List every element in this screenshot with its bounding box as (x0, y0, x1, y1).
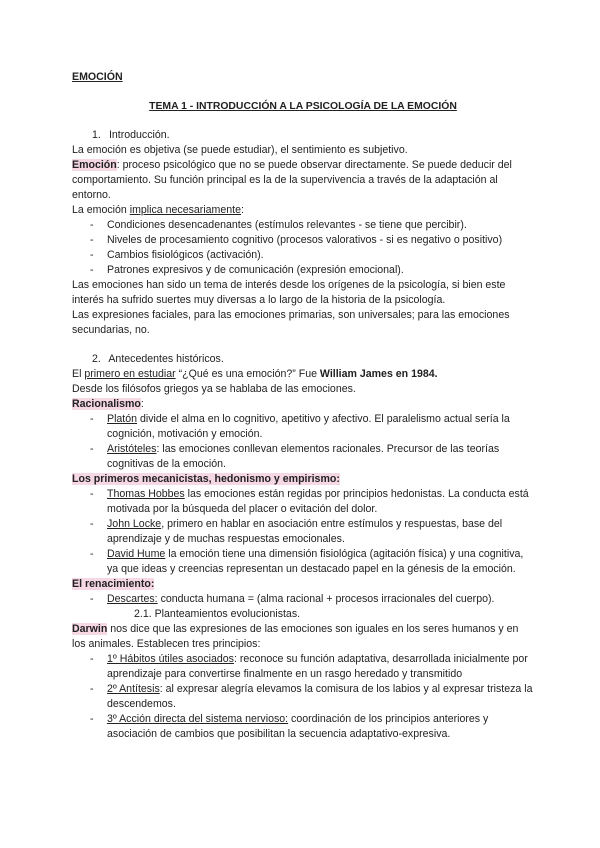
document-page (72, 70, 534, 742)
list-item (72, 652, 534, 682)
definition-paragraph (72, 158, 534, 203)
principle-text: : al expresar alegría elevamos la comisura de los labios y al expresar tristeza la descendemos. (107, 683, 533, 710)
tema-title: TEMA 1 - INTRODUCCIÓN A LA PSICOLOGÍA DE LA EMOCIÓN (149, 101, 457, 112)
darwin-paragraph (72, 622, 534, 652)
document-title: EMOCIÓN (72, 71, 123, 83)
q-middle: “¿Qué es una emoción?” Fue (175, 368, 320, 380)
implica-line (72, 203, 534, 218)
author-text: , primero en hablar en asociación entre estímulos y respuestas, base del aprendizaje y de muchas respuestas emocionales. (107, 518, 503, 545)
list-item (72, 682, 534, 712)
william-james-line (72, 367, 534, 382)
racionalismo-colon: : (140, 398, 144, 410)
implica-prefix: La emoción (72, 204, 130, 216)
author-name: David Hume (107, 548, 166, 560)
author-text: conducta humana = (alma racional + procesos irracionales del cuerpo). (157, 593, 495, 605)
author-text: la emoción tiene una dimensión fisiológica (agitación física) y una cognitiva, ya que ideas y creencias representan un destacado papel en la génesis de la emoción. (107, 548, 524, 575)
author-name: Aristóteles (107, 443, 157, 455)
list-item (72, 547, 534, 577)
author-text: : las emociones conllevan elementos racionales. Precursor de las teorías cognitivas de la emoción. (107, 443, 500, 470)
q-underlined: primero en estudiar (84, 368, 176, 380)
paragraph: La emoción es objetiva (se puede estudiar), el sentimiento es subjetivo. (72, 144, 408, 156)
darwin-text: nos dice que las expresiones de las emociones son iguales en los seres humanos y en los animales. Establecen tres principios: (72, 623, 519, 650)
subsection-2-1-heading: 2.1. Planteamientos evolucionistas. (134, 608, 301, 620)
implica-underlined: implica necesariamente (129, 204, 242, 216)
section-1-heading (92, 128, 534, 143)
implica-suffix: : (241, 204, 244, 216)
darwin-label: Darwin (72, 623, 108, 635)
section-2-title: Antecedentes históricos. (108, 353, 224, 365)
mecanicistas-label: Los primeros mecanicistas, hedonismo y empirismo: (72, 473, 340, 485)
section-1-title: Introducción. (108, 129, 170, 141)
author-name: Thomas Hobbes (107, 488, 185, 500)
q-bold: William James en 1984. (319, 368, 438, 380)
q-prefix: El (72, 368, 85, 380)
racionalismo-heading (72, 397, 534, 412)
list-item: - Cambios fisiológicos (activación). (72, 248, 534, 263)
racionalismo-list (72, 412, 534, 472)
list-item (72, 487, 534, 517)
list-item (72, 412, 534, 442)
renacimiento-heading (72, 577, 534, 592)
paragraph: Las expresiones faciales, para las emociones primarias, son universales; para las emociones secundarias, no. (72, 309, 510, 336)
renacimiento-list (72, 592, 534, 607)
principle-text: coordinación de los principios anteriores y asociación de cambios que posibilitan la secuencia adaptativo-expresiva. (107, 713, 489, 740)
principle-name: 3º Acción directa del sistema nervioso: (107, 713, 289, 725)
list-item (72, 442, 534, 472)
implica-list (72, 218, 534, 278)
section-2-number: 2. (92, 353, 101, 365)
paragraph: Las emociones han sido un tema de interés desde los orígenes de la psicología, si bien este interés ha sufrido suertes muy diversas a lo largo de la historia de la psicología. (72, 279, 506, 306)
section-2-heading (92, 352, 534, 367)
author-text: las emociones están regidas por principios hedonistas. La conducta está motivada por la búsqueda del placer o evitación del dolor. (107, 488, 529, 515)
darwin-list (72, 652, 534, 742)
list-item: - Condiciones desencadenantes (estímulos relevantes - se tiene que percibir). (72, 218, 534, 233)
list-item: - Niveles de procesamiento cognitivo (procesos valorativos - si es negativo o positivo) (72, 233, 534, 248)
list-item (72, 712, 534, 742)
mecanicistas-list (72, 487, 534, 577)
racionalismo-label: Racionalismo (72, 398, 141, 410)
principle-name: 2º Antítesis (107, 683, 160, 695)
section-1-number: 1. (92, 129, 101, 141)
principle-name: 1º Hábitos útiles asociados (107, 653, 234, 665)
author-name: John Locke (107, 518, 162, 530)
list-item (72, 517, 534, 547)
renacimiento-label: El renacimiento: (72, 578, 155, 590)
principle-text: : reconoce su función adaptativa, desarrollada inicialmente por aprendizaje para convertirse finalmente en un rasgo heredado y transmitido (107, 653, 528, 680)
paragraph: Desde los filósofos griegos ya se hablaba de las emociones. (72, 383, 356, 395)
author-text: divide el alma en lo cognitivo, apetitivo y afectivo. El paralelismo actual sería la cognición, motivación y emoción. (107, 413, 510, 440)
author-name: Platón (107, 413, 138, 425)
author-name: Descartes: (107, 593, 158, 605)
list-item: - Patrones expresivos y de comunicación (expresión emocional). (72, 263, 534, 278)
definition-term: Emoción (72, 159, 117, 171)
definition-text: : proceso psicológico que no se puede observar directamente. Se puede deducir del comportamiento. Su función principal es la de la supervivencia a través de la adaptación al entorno. (72, 159, 512, 201)
mecanicistas-heading (72, 472, 534, 487)
list-item (72, 592, 534, 607)
